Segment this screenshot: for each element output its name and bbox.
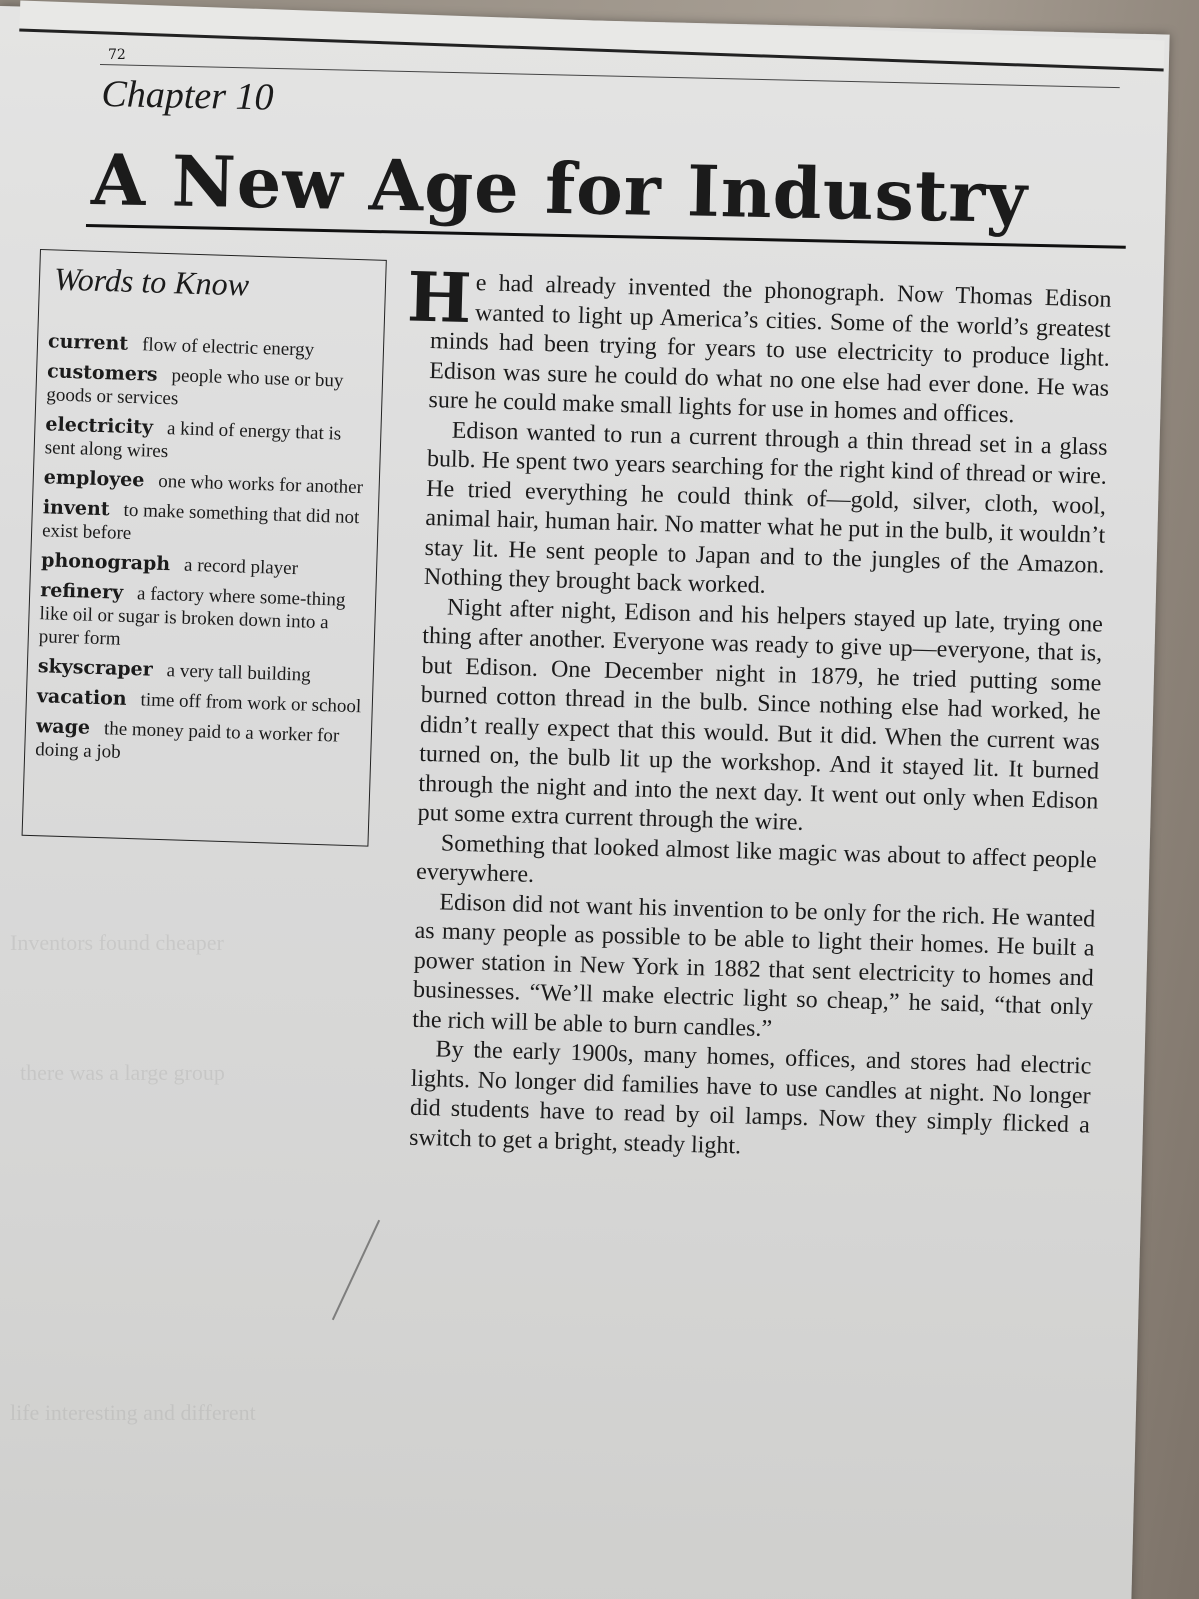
vocab-definition: time off from work or school (140, 689, 362, 718)
vocab-definition: a very tall building (166, 660, 312, 686)
vocab-entry (46, 360, 377, 416)
vocab-entry (44, 413, 375, 469)
vocab-definition: flow of electric energy (141, 334, 315, 361)
vocab-entry (38, 655, 369, 688)
vocab-list (35, 330, 379, 778)
paragraph-text: e had already invented the phonograph. Now Thomas Edison wanted to light up America’s cities. Some of the world’s greatest minds had been trying for years to use electricity to produce light. Edison was sure he could do what no one else had ever done. He was sure he could make small lights for use in homes and offices. (428, 270, 1112, 429)
vocab-entry (41, 549, 372, 582)
paragraph: By the early 1900s, many homes, offices, and stores had electric lights. No longer did families have to use candles at night. No longer did students have to read by oil lamps. Now they simply flicked a switch to get a bright, steady light. (408, 1036, 1092, 1159)
vocab-entry (35, 715, 366, 771)
vocab-term: employee (43, 466, 145, 492)
paragraph (406, 257, 1112, 433)
vocab-term: invent (42, 496, 110, 521)
vocab-definition: to make something that did not exist before (41, 499, 360, 545)
words-to-know-box (22, 249, 387, 847)
paragraph: Edison wanted to run a current through a thin thread set in a glass bulb. He spent two years searching for the right kind of thread or wire. He tried everything he could think of—gold, silver, cloth, wool, animal hair, human hair. No matter what he put in the bulb, it wouldn’t stay lit. He sent people to Japan and to the jungles of the Amazon. Nothing they brought back worked. (423, 417, 1108, 599)
vocab-definition: a kind of energy that is sent along wires (44, 418, 342, 463)
vocab-definition: people who use or buy goods or services (46, 365, 344, 410)
vocab-entry (42, 496, 373, 552)
article-body (406, 257, 1112, 1170)
vocab-term: skyscraper (37, 655, 154, 681)
paragraph: Edison did not want his invention to be only for the rich. He wanted as many people as possible to be able to light their homes. He built a power station in New York in 1882 that sent electricity to homes and businesses. “We’ll make electric light so cheap,” he said, “that only the rich will be able to burn candles.” (411, 888, 1096, 1042)
chapter-label: Chapter 10 (101, 72, 275, 119)
vocab-term: current (47, 330, 129, 355)
vocab-definition: a record player (183, 554, 299, 580)
vocab-term: customers (46, 360, 158, 386)
vocab-entry (43, 466, 374, 499)
vocab-term: phonograph (40, 549, 171, 576)
paragraph: Night after night, Edison and his helpers stayed up late, trying one thing after another. Everyone was ready to give up—everyone, that is, but Edison. One December night in 1879, he tried putting some burned cotton thread in the bulb. Since nothing else had worked, he didn’t really expect that this would. But it did. When the current was turned on, the bulb lit up the workshop. And it stayed lit. It burned through the night and into the next day. It went out only when Edison put some extra current through the wire. (417, 594, 1104, 836)
chapter-title: A New Age for Industry (90, 138, 1029, 239)
bleed-through-text: there was a large group (20, 1060, 225, 1085)
vocab-entry (38, 579, 370, 658)
vocab-definition: a factory where some-thing like oil or sugar is broken down into a purer form (38, 583, 346, 650)
vocab-entry (37, 685, 368, 718)
vocab-entry (48, 330, 379, 363)
vocab-term: wage (35, 715, 91, 739)
paragraph: Something that looked almost like magic was about to affect people everywhere. (415, 829, 1098, 888)
vocab-term: vacation (36, 685, 127, 710)
pencil-mark (332, 1220, 380, 1321)
words-to-know-heading: Words to Know (53, 260, 250, 303)
bleed-through-text: Inventors found cheaper (10, 930, 224, 955)
bleed-through-text: life interesting and different (10, 1400, 256, 1425)
page-number: 72 (108, 47, 126, 63)
vocab-term: refinery (39, 579, 124, 604)
drop-cap: H (406, 257, 473, 340)
vocab-definition: one who works for another (158, 470, 364, 499)
vocab-term: electricity (45, 413, 154, 439)
vocab-definition: the money paid to a worker for doing a job (34, 718, 340, 763)
